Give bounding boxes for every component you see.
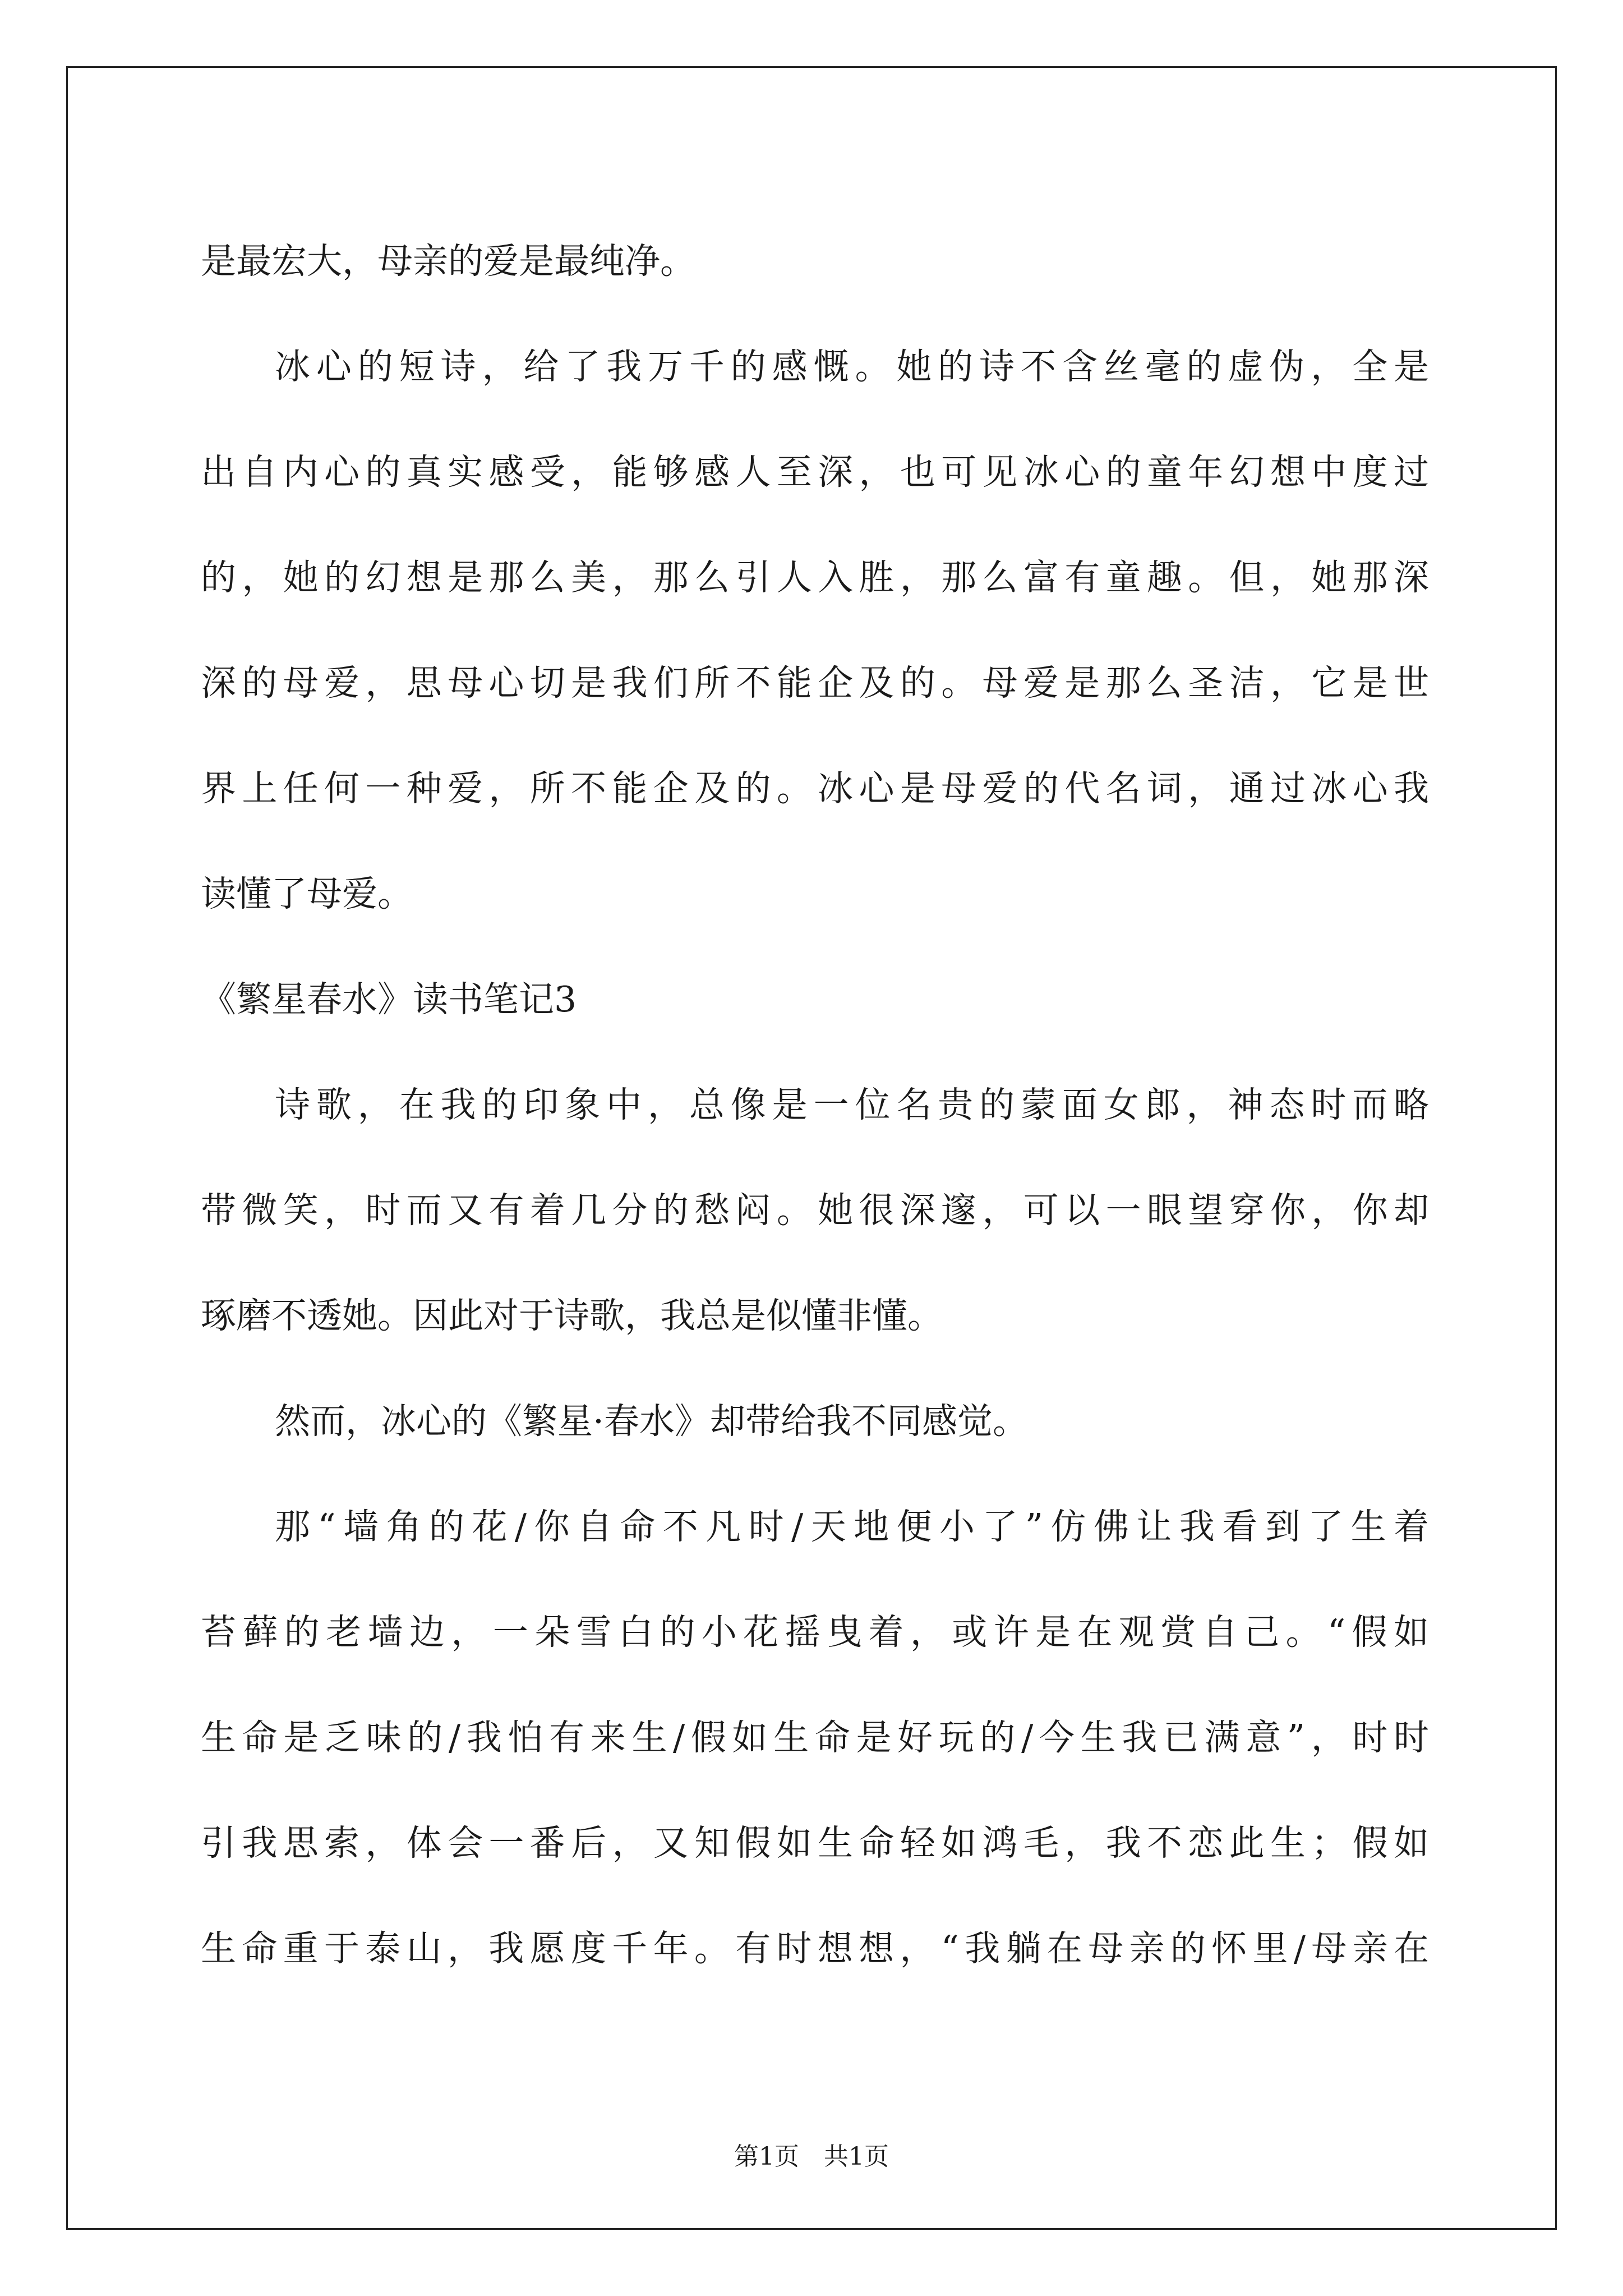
text-line: 诗歌，在我的印象中，总像是一位名贵的蒙面女郎，神态时而略 xyxy=(275,1084,1429,1125)
text-line: 引我思索，体会一番后，又知假如生命轻如鸿毛，我不恋此生；假如 xyxy=(201,1823,1429,1864)
text-line: 然而，冰心的《繁星·春水》却带给我不同感觉。 xyxy=(275,1401,1029,1442)
text-line: 带微笑，时而又有着几分的愁闷。她很深邃，可以一眼望穿你，你却 xyxy=(201,1190,1429,1231)
text-line: 冰心的短诗，给了我万千的感慨。她的诗不含丝毫的虚伪，全是 xyxy=(275,346,1429,387)
document-body xyxy=(201,209,1429,2001)
text-line: 界上任何一种爱，所不能企及的。冰心是母爱的代名词，通过冰心我 xyxy=(201,768,1429,809)
text-line: 出自内心的真实感受，能够感人至深，也可见冰心的童年幻想中度过 xyxy=(201,452,1429,493)
text-line: 那“墙角的花/你自命不凡时/天地便小了”仿佛让我看到了生着 xyxy=(275,1506,1429,1547)
text-line: 读懂了母爱。 xyxy=(201,873,413,914)
text-line: 生命重于泰山，我愿度千年。有时想想，“我躺在母亲的怀里/母亲在 xyxy=(201,1928,1429,1969)
text-line: 是最宏大，母亲的爱是最纯净。 xyxy=(201,241,695,282)
page-number-footer: 第1页 共1页 xyxy=(734,2142,889,2171)
text-line: 深的母爱，思母心切是我们所不能企及的。母爱是那么圣洁，它是世 xyxy=(201,662,1429,703)
text-line: 生命是乏味的/我怕有来生/假如生命是好玩的/今生我已满意”，时时 xyxy=(201,1717,1429,1758)
section-heading: 《繁星春水》读书笔记3 xyxy=(201,979,577,1020)
text-line: 的，她的幻想是那么美，那么引人入胜，那么富有童趣。但，她那深 xyxy=(201,557,1429,598)
text-line: 琢磨不透她。因此对于诗歌，我总是似懂非懂。 xyxy=(201,1295,943,1336)
text-line: 苔藓的老墙边，一朵雪白的小花摇曳着，或许是在观赏自己。“假如 xyxy=(201,1612,1429,1653)
